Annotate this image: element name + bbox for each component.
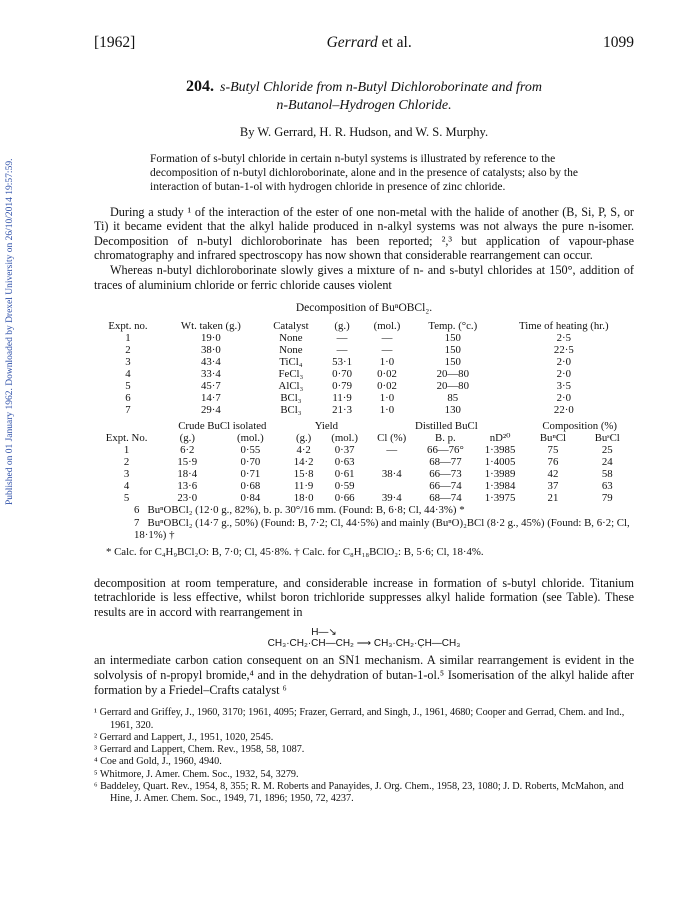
table-cell: 58	[601, 468, 613, 481]
table-cell: 0·59	[334, 480, 355, 493]
table-cell: 1·3975	[484, 492, 516, 505]
table-cell: 0·63	[334, 456, 355, 469]
table-cell: 68—74	[429, 492, 462, 505]
table-cell: 0·84	[240, 492, 261, 505]
table-cell: 20—80	[436, 380, 469, 393]
col-expt: Expt. no.	[108, 320, 148, 333]
table-row	[94, 356, 634, 368]
table-cell: —	[336, 344, 348, 357]
table-cell: 37	[547, 480, 559, 493]
table-cell: 14·2	[293, 456, 314, 469]
col-crude-g: (g.)	[179, 432, 195, 445]
table-cell: 4	[123, 480, 130, 493]
table-cell: BCl₃	[280, 392, 302, 405]
table-note-7: 7 BuⁿOBCl₂ (14·7 g., 50%) (Found: B, 7·2; Cl, 44·5%) and mainly (BuⁿO)₂BCl (8·2 g., 45%) (Found: B, 6·2; Cl, 18·1%) †	[134, 516, 630, 542]
table-cell: 2·0	[556, 356, 572, 369]
table-cell: 0·79	[332, 380, 352, 393]
footnote: ³ Gerrard and Lappert, Chem. Rev., 1958, 58, 1087.	[94, 744, 305, 756]
table-cell: 5	[123, 492, 130, 505]
table-cell: 0·02	[377, 380, 397, 393]
table-cell: 2·0	[556, 368, 572, 381]
col-expt: Expt. No.	[105, 432, 148, 445]
table-cell: 150	[444, 332, 461, 345]
table-row	[94, 404, 634, 416]
col-yield-g: (g.)	[295, 432, 312, 445]
table-row	[94, 332, 634, 344]
table-cell: 6·2	[180, 444, 195, 457]
table-cell: BCl₃	[280, 404, 302, 417]
table-cell: 1·3989	[484, 468, 516, 481]
table-cell: 18·4	[177, 468, 198, 481]
table-body	[94, 444, 634, 504]
table-cell: —	[336, 332, 348, 345]
table-cell: 3	[123, 468, 130, 481]
table-row	[94, 380, 634, 392]
paragraph-3: decomposition at room temperature, and considerable increase in formation of s-butyl chloride. Titanium tetrachloride is less effective, whilst boron trichloride suppresses alkyl halide formation (see Table). These results are in accord with rearrangement in	[94, 575, 634, 619]
table-row	[94, 444, 634, 456]
table-cell: 33·4	[200, 368, 221, 381]
table-cell: 6	[125, 392, 131, 405]
paragraph-4: an intermediate carbon cation consequent on an SN1 mechanism. A similar rearrangement is evident in the solvolysis of n-propyl bromide,⁴ and in the dehydration of butan-1-ol.⁵ Isomerisation of the alkyl halide after formation by a Friedel–Crafts catalyst ⁶	[94, 653, 634, 697]
footnote: ⁶ Baddeley, Quart. Rev., 1954, 8, 355; R. M. Roberts and Panayides, J. Org. Chem., 1958, 23, 1080; J. D. Roberts, McMahon, and Hine, J. Amer. Chem. Soc., 1949, 71, 1896; 1950, 72, 4237.	[94, 781, 624, 805]
table-cell	[367, 456, 416, 468]
header-authors: Gerrard et al.	[326, 34, 412, 51]
table-cell: 14·7	[200, 392, 221, 405]
table-cell: 0·37	[334, 444, 355, 457]
table-cell: 43·4	[200, 356, 221, 369]
decomposition-table-part-2	[94, 420, 634, 504]
table-cell: 0·02	[377, 368, 397, 381]
table-cell: —	[386, 444, 398, 457]
table-cell: 0·68	[240, 480, 261, 493]
title-line-1: s-Butyl Chloride from n-Butyl Dichloroborinate and from	[220, 80, 542, 95]
table-note-6: 6 BuⁿOBCl₂ (12·0 g., 82%), b. p. 30°/16 mm. (Found: B, 6·8; Cl, 44·3%) *	[134, 504, 465, 517]
col-catalyst-mol: (mol.)	[373, 320, 401, 333]
table-cell: 150	[444, 344, 461, 357]
header-year: [1962]	[94, 34, 136, 51]
table-cell: 53·1	[332, 356, 352, 369]
table-row	[94, 344, 634, 356]
reaction-scheme	[94, 627, 634, 649]
group-composition: Composition (%)	[542, 420, 618, 433]
table-header-row	[94, 320, 634, 332]
col-cl: Cl (%)	[377, 432, 407, 445]
table-calc-note: * Calc. for C₄H₉BCl₂O: B, 7·0; Cl, 45·8%. † Calc. for C₈H₁₈BClO₂: B, 5·6; Cl, 18·4%.	[106, 545, 484, 558]
table-cell: 79	[601, 492, 613, 505]
table-cell: 22·5	[553, 344, 574, 357]
table-cell: None	[279, 344, 303, 357]
decomposition-table-part-1	[94, 320, 634, 416]
table-cell: 24	[601, 456, 613, 469]
table-cell: 45·7	[200, 380, 221, 393]
table-cell: 15·8	[293, 468, 314, 481]
table-cell: 85	[447, 392, 459, 405]
table-cell: 150	[444, 356, 461, 369]
table-cell: 0·66	[334, 492, 355, 505]
table-cell: 75	[547, 444, 559, 457]
table-cell: 38·0	[200, 344, 221, 357]
paragraph-2: Whereas n-butyl dichloroborinate slowly gives a mixture of n- and s-butyl chlorides at 150°, addition of traces of aluminium chloride or ferric chloride causes violent	[94, 262, 634, 292]
scheme-reactant: CH₃·CH₂·CH—CH₂	[267, 638, 354, 650]
footnote: ⁴ Coe and Gold, J., 1960, 4940.	[94, 756, 222, 768]
table-cell: 39·4	[381, 492, 402, 505]
table-cell: 2	[125, 344, 131, 357]
col-crude-mol: (mol.)	[237, 432, 264, 445]
table-row	[94, 480, 634, 492]
table-row	[94, 468, 634, 480]
table-cell: 13·6	[177, 480, 198, 493]
scheme-hydride-shift: H—↘	[311, 627, 337, 639]
table-row	[94, 392, 634, 404]
table-caption: Decomposition of BuⁿOBCl₂.	[295, 302, 433, 315]
table-cell: 29·4	[200, 404, 221, 417]
col-catalyst: Catalyst	[273, 320, 309, 333]
table-cell: 42	[547, 468, 559, 481]
table-cell: 19·0	[200, 332, 221, 345]
footnote: ² Gerrard and Lappert, J., 1951, 1020, 2545.	[94, 731, 274, 743]
col-yield-mol: (mol.)	[331, 432, 358, 445]
table-cell: 7	[125, 404, 131, 417]
table-group-row	[94, 420, 634, 432]
footnote: ¹ Gerrard and Griffey, J., 1960, 3170; 1961, 4095; Frazer, Gerrard, and Singh, J., 1961, 4680; Cooper and Gerrad, Chem. and Ind., 1961, 320.	[94, 707, 625, 731]
table-cell: 0·55	[240, 444, 261, 457]
watermark-text: Published on 01 January 1962. Downloaded by Drexel University on 26/10/2014 19:57:59.	[5, 158, 15, 505]
footnotes	[94, 707, 634, 805]
table-cell: 23·0	[177, 492, 198, 505]
table-body	[94, 332, 634, 416]
col-bus: BuˢCl	[594, 432, 620, 445]
table-cell: 3·5	[556, 380, 572, 393]
table-cell: None	[279, 332, 303, 345]
table-cell: 0·71	[240, 468, 261, 481]
table-cell: 66—76°	[427, 444, 464, 457]
table-cell: 66—74	[429, 480, 462, 493]
scheme-product: CH₃·CH₂·C̣H—CH₃	[373, 638, 461, 650]
table-cell: TiCl₄	[279, 356, 303, 369]
table-cell: FeCl₃	[278, 368, 304, 381]
article-title	[94, 78, 634, 115]
table-cell: 11·9	[293, 480, 314, 493]
table-cell: 130	[444, 404, 461, 417]
scheme-arrow: ⟶	[356, 638, 372, 650]
table-cell: 0·61	[334, 468, 355, 481]
table-cell: AlCl₃	[278, 380, 304, 393]
table-cell: 1·3985	[484, 444, 516, 457]
table-cell	[367, 480, 416, 492]
table-cell: 2·5	[556, 332, 572, 345]
table-cell: 21·3	[332, 404, 352, 417]
article-number: 204.	[186, 78, 214, 95]
table-header-row	[94, 432, 634, 444]
table-cell: —	[381, 344, 393, 357]
table-row	[94, 368, 634, 380]
header-page-number: 1099	[603, 34, 634, 51]
group-distilled: Distilled BuCl	[415, 420, 478, 433]
table-cell: 1·4005	[484, 456, 516, 469]
download-watermark	[0, 0, 18, 912]
table-cell: 1·0	[379, 356, 395, 369]
group-yield: Yield	[314, 420, 339, 433]
table-cell: 63	[601, 480, 613, 493]
table-cell: 0·70	[332, 368, 352, 381]
table-cell: 1·3984	[484, 480, 516, 493]
table-cell: 15·9	[177, 456, 198, 469]
table-cell: —	[381, 332, 393, 345]
table-cell: 2·0	[556, 392, 572, 405]
table-row	[94, 456, 634, 468]
table-cell: 4	[125, 368, 131, 381]
table-cell: 5	[125, 380, 131, 393]
journal-page	[94, 34, 634, 806]
table-cell: 68—77	[429, 456, 462, 469]
title-line-2: n-Butanol–Hydrogen Chloride.	[276, 98, 452, 113]
table-cell: 76	[547, 456, 559, 469]
table-cell: 2	[123, 456, 130, 469]
col-bp: B. p.	[435, 432, 456, 445]
table-cell: 3	[125, 356, 131, 369]
table-cell: 1·0	[379, 392, 395, 405]
group-crude: Crude BuCl isolated	[178, 420, 267, 433]
table-cell: 0·70	[240, 456, 261, 469]
table-cell: 66—73	[429, 468, 462, 481]
col-wt-taken: Wt. taken (g.)	[180, 320, 241, 333]
col-bun: BuⁿCl	[539, 432, 567, 445]
running-header	[94, 34, 634, 52]
paragraph-1: During a study ¹ of the interaction of the ester of one non-metal with the halide of another (B, Si, P, S, or Ti) it became evident that the alkyl halide produced in n-alkyl systems was not always the pure n-isomer. Decomposition of n-butyl dichloroborinate has been reported; ²,³ but application of vapour-phase chromatography and infrared spectroscopy has now shown that considerable rearrangement can occur.	[94, 204, 634, 263]
abstract: Formation of s-butyl chloride in certain n-butyl systems is illustrated by reference to the decomposition of n-butyl dichloroborinate, alone and in the presence of catalysts; also by the interaction of butan-1-ol with hydrogen chloride in presence of zinc chloride.	[150, 153, 578, 194]
table-cell: 18·0	[293, 492, 314, 505]
table-cell: 20—80	[436, 368, 469, 381]
table-cell: 11·9	[332, 392, 352, 405]
footnote: ⁵ Whitmore, J. Amer. Chem. Soc., 1932, 54, 3279.	[94, 768, 299, 780]
table-cell: 21	[547, 492, 559, 505]
col-catalyst-g: (g.)	[334, 320, 350, 333]
table-cell: 1·0	[379, 404, 395, 417]
table-cell: 25	[601, 444, 613, 457]
table-cell: 1	[125, 332, 131, 345]
col-nd: nD²⁰	[489, 432, 511, 445]
col-time: Time of heating (hr.)	[519, 320, 609, 333]
col-temp: Temp. (°c.)	[428, 320, 478, 333]
byline: By W. Gerrard, H. R. Hudson, and W. S. Murphy.	[239, 125, 489, 139]
table-row	[94, 492, 634, 504]
table-cell: 22·0	[553, 404, 574, 417]
table-cell: 38·4	[381, 468, 402, 481]
table-cell: 4·2	[296, 444, 311, 457]
table-cell: 1	[123, 444, 130, 457]
